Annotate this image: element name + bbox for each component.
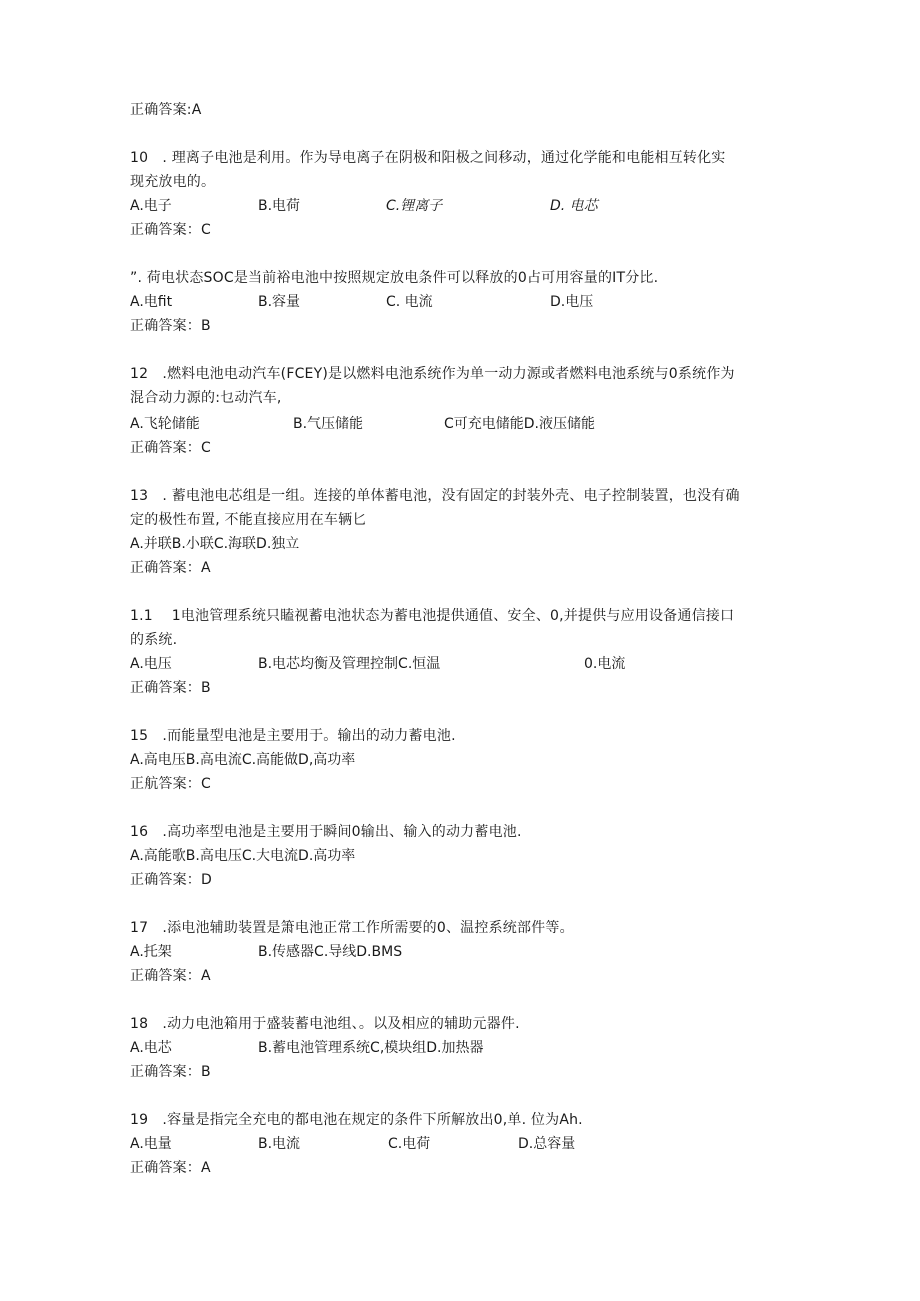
- option-d: D.电压: [550, 294, 594, 310]
- option-a: A.电fit: [130, 294, 173, 310]
- option-d: D. 电芯: [550, 198, 598, 214]
- question-11-options: [130, 292, 790, 312]
- option-a: A.电压: [130, 656, 172, 672]
- option-c: C.锂离子: [386, 198, 443, 214]
- question-18-answer: 正确答案：B: [130, 1064, 211, 1080]
- question-12-answer: 正确答案：C: [130, 440, 211, 456]
- question-18-options: [130, 1038, 790, 1058]
- option-d: 0.电流: [584, 656, 626, 672]
- question-19-options: [130, 1134, 790, 1154]
- question-15-line-1: 15 .而能量型电池是主要用于。输出的动力蓄电池.: [130, 728, 456, 744]
- option-a: A.电芯: [130, 1040, 172, 1056]
- question-16-answer: 正确答案：D: [130, 872, 212, 888]
- option-c: C.电荷: [388, 1136, 431, 1152]
- option-b: B.电荷: [258, 198, 301, 214]
- question-14-answer: 正确答案：B: [130, 680, 211, 696]
- option-c: C. 电流: [386, 294, 433, 310]
- question-16-options: [130, 846, 790, 866]
- option-b: B.气压储能: [293, 416, 364, 432]
- question-14-line-1: 1.1 1电池管理系统只瞌视蓄电池状态为蓄电池提供通值、安全、0,并提供与应用设备通信接口: [130, 608, 735, 624]
- question-11-line-1: ”. 荷电状态SOC是当前裕电池中按照规定放电条件可以释放的0占可用容量的IT分比.: [130, 270, 659, 286]
- option-b-c: B.电芯均衡及管理控制C.恒温: [258, 656, 441, 672]
- question-18-line-1: 18 .动力电池箱用于盛装蓄电池组、。以及相应的辅助元器件.: [130, 1016, 520, 1032]
- option-all: A.高电压B.高电流C.高能做D,高功率: [130, 752, 356, 768]
- question-17-line-1: 17 .添电池辅助装置是箫电池正常工作所需要的0、温控系统部件等。: [130, 920, 574, 936]
- answer-line-q9: 正确答案:A: [130, 102, 202, 118]
- question-10-line-1: 10 . 理离子电池是利用。作为导电离子在阴极和阳极之间移动，通过化学能和电能相互转化实: [130, 150, 726, 166]
- question-11-answer: 正确答案：B: [130, 318, 211, 334]
- question-17-answer: 正确答案：A: [130, 968, 211, 984]
- option-b: B.容量: [258, 294, 301, 310]
- question-19-line-1: 19 .容量是指完全充电的都电池在规定的条件下所解放出0,单. 位为Ah.: [130, 1112, 583, 1128]
- question-12-line-1: 12 .燃料电池电动汽车(FCEY)是以燃料电池系统作为单一动力源或者燃料电池系统与0系统作为: [130, 366, 735, 382]
- question-13-line-2: 定的极性布置, 不能直接应用在车辆匕: [130, 512, 367, 528]
- question-10-line-2: 现充放电的。: [130, 174, 216, 190]
- option-c-d: C可充电储能D.液压储能: [444, 416, 596, 432]
- option-a: A.托架: [130, 944, 172, 960]
- question-15-options: [130, 750, 790, 770]
- question-14-options: [130, 654, 790, 674]
- option-a: A.电量: [130, 1136, 172, 1152]
- question-10-options: [130, 196, 790, 216]
- question-13-answer: 正确答案：A: [130, 560, 211, 576]
- option-b: B.电流: [258, 1136, 301, 1152]
- option-b-c-d: B.蓄电池管理系统C,模块组D.加热器: [258, 1040, 484, 1056]
- option-d: D.总容量: [518, 1136, 576, 1152]
- option-all: A.高能歌B.高电压C.大电流D.高功率: [130, 848, 356, 864]
- question-15-answer: 正航答案：C: [130, 776, 211, 792]
- question-10-answer: 正确答案：C: [130, 222, 211, 238]
- question-17-options: [130, 942, 790, 962]
- question-13-options: [130, 534, 790, 554]
- option-all: A.并联B.小联C.海联D.独立: [130, 536, 300, 552]
- question-16-line-1: 16 .高功率型电池是主要用于瞬间0输出、输入的动力蓄电池.: [130, 824, 522, 840]
- option-b-c-d: B.传感器C.导线D.BMS: [258, 944, 403, 960]
- question-14-line-2: 的系统.: [130, 632, 178, 648]
- question-19-answer: 正确答案：A: [130, 1160, 211, 1176]
- question-13-line-1: 13 . 蓄电池电芯组是一组。连接的单体蓄电池，没有固定的封装外壳、电子控制装置，也没有确: [130, 488, 740, 504]
- question-12-options: [130, 414, 790, 434]
- question-12-line-2: 混合动力源的:乜动汽车,: [130, 390, 282, 406]
- option-a: A.电子: [130, 198, 172, 214]
- option-a: A.飞轮储能: [130, 416, 200, 432]
